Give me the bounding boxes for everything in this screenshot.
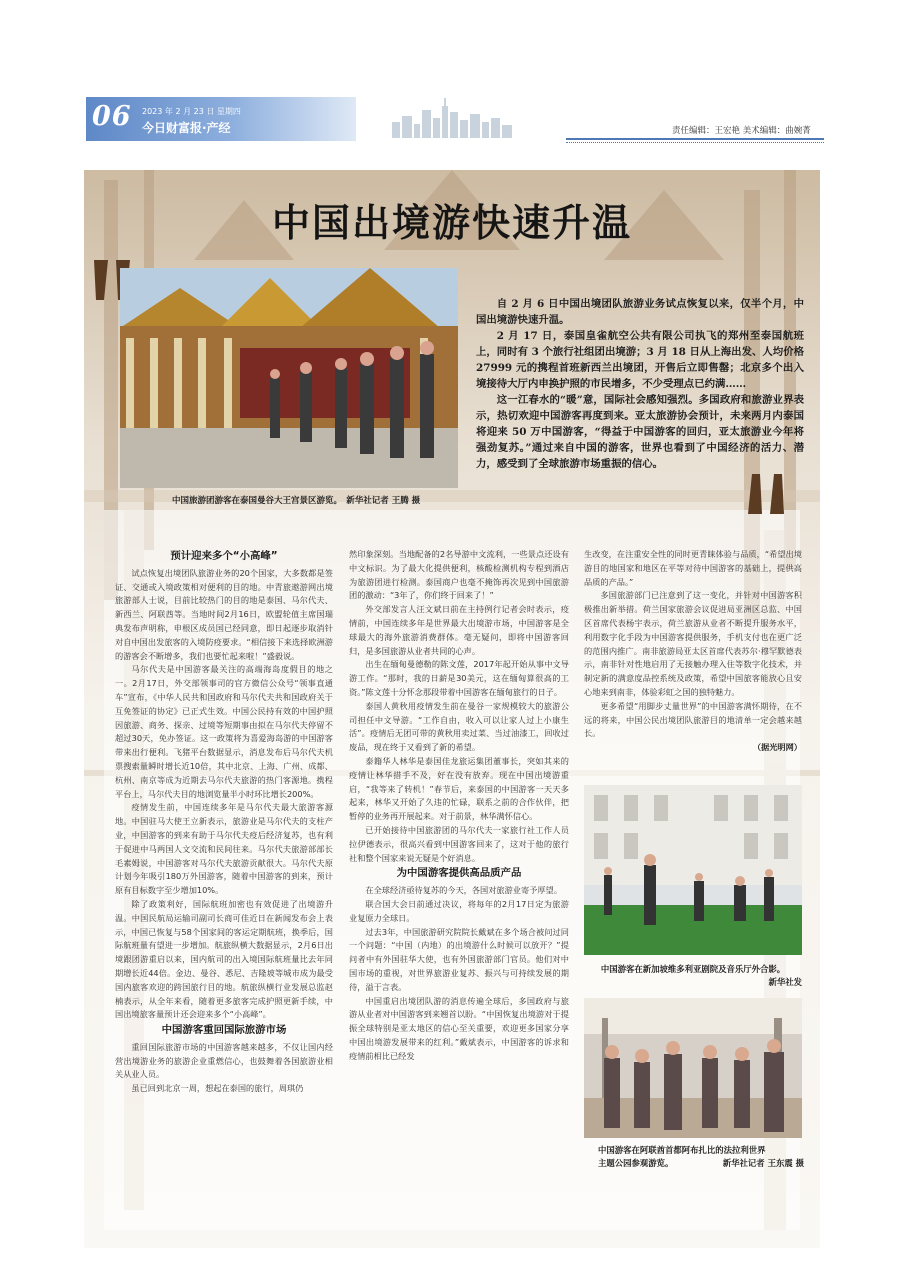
source-credit: （据光明网） (752, 742, 802, 753)
body-paragraph: 出生在缅甸曼德勒的陈文莲，2017年起开始从事中文导游工作。“那时，我的日薪是30美元，这在缅甸算很高的工资。”陈文莲十分怀念那段带着中国游客在缅甸旅行的日子。 (349, 659, 569, 697)
photo-caption-bot (598, 1144, 804, 1170)
intro-paragraph: 自 2 月 6 日中国出境团队旅游业务试点恢复以来，仅半个月，中国出境游快速升温。 (476, 298, 804, 326)
body-paragraph: 联合国大会日前通过决议，将每年的2月17日定为旅游业复原力全球日。 (349, 898, 569, 923)
photo-caption-top: 中国旅游团游客在泰国曼谷大王宫景区游览。 新华社记者 王腾 摄 (172, 496, 421, 506)
paper-name: 今日财富报·产经 (142, 121, 231, 135)
body-paragraph: 外交部发言人汪文斌日前在主持例行记者会时表示，疫情前，中国连续多年是世界最大出境游市场，中国游客是全球最大的海外旅游消费群体。毫无疑问，即将中国游客回归，是多国旅游从业者共同的心声。 (349, 604, 569, 656)
section-heading: 中国游客重回国际旅游市场 (161, 1024, 287, 1037)
intro-paragraph: 2 月 17 日，泰国皇雀航空公共有限公司执飞的郑州至泰国航班上，同时有 3 个旅行社组团出境游；3 月 18 日从上海出发、人均价格 27999 元的携程首班新西兰出境团，开售后立即售罄；北京多个出入境接待大厅内申换护照的市民增多，不少受理点已约满…… (476, 330, 804, 390)
body-paragraph: 马尔代夫是中国游客最关注的高端海岛度假目的地之一。2月17日，外交部领事司的官方微信公众号“领事直通车”宣布，《中华人民共和国政府和马尔代夫共和国政府关于互免签证的协定》已正式生效。中国公民持有效的中国护照因旅游、商务、探亲、过境等短期事由拟在马尔代夫停留不超过30天，免办签证。这一政策将为喜爱海岛游的中国游客带来出行便利。飞猪平台数据显示，消息发布后马尔代夫机票搜索量瞬时增长近10倍，其中北京、上海、广州、成都、杭州、南京等成为近期去马尔代夫旅游的热门客源地。携程平台上，马尔代夫目的地浏览量半小时环比增长200%。 (115, 664, 333, 799)
body-paragraph: 更多希望“用脚步丈量世界”的中国游客满怀期待，在不远的将来，中国公民出境团队旅游目的地清单一定会越来越长。 (584, 700, 802, 739)
body-paragraph: 已开始接待中国旅游团的马尔代夫一家旅行社工作人员拉伊德表示，很高兴看到中国游客回来了，这对于他的旅行社和整个国家来说无疑是个好消息。 (349, 824, 569, 863)
body-paragraph: 然印象深刻。当地配备的2名导游中文流利，一些景点还设有中文标识。为了最大化提供便利，核酸检测机构专程到酒店为旅游团进行检测。泰国商户也毫不掩饰再次见到中国旅游团的激动：“3年了，你们终于回来了！” (349, 549, 569, 601)
caption-credit: 新华社发 (768, 977, 802, 987)
body-paragraph: 生改变，在注重安全性的同时更青睐体验与品质，“希望出境游目的地国家和地区在平等对待中国游客的基础上，提供高品质的产品。” (584, 549, 802, 587)
text-column-1 (115, 548, 333, 1096)
issue-date: 2023 年 2 月 23 日 星期四 (142, 107, 241, 116)
caption-text: 中国游客在新加坡维多利亚剧院及音乐厅外合影。 (600, 964, 786, 974)
body-paragraph: 中国重启出境团队游的消息传遍全球后，多国政府与旅游从业者对中国游客到来翘首以盼。“中国恢复出境游对于提振全球特别是亚太地区的信心至关重要，欢迎更多国家分享中国出境游发展带来的红利。”戴斌表示，中国游客的诉求和疫情前相比已经发 (349, 995, 569, 1061)
text-column-2 (349, 548, 569, 1063)
body-paragraph: 泰国人黄秋用疫情发生前在曼谷一家规模较大的旅游公司担任中文导游。“工作自由，收入可以让家人过上小康生活”。疫情后无团可带的黄秋用卖过菜、当过油漆工，回收过废品，现在终于又看到了新的希望。 (349, 700, 569, 753)
body-paragraph: 疫情发生前，中国连续多年是马尔代夫最大旅游客源地。中国驻马大使王立新表示，旅游业是马尔代夫的支柱产业，中国游客的到来有助于马尔代夫疫后经济复苏，也有利于促进中马两国人文交流和民间往来。马尔代夫旅游部部长毛素姆说，中国游客对马尔代夫旅游贡献很大。马尔代夫原计划今年吸引180万外国游客，随着中国游客的到来，预计原有目标数字至少增加10%。 (115, 802, 333, 896)
body-paragraph: 除了政策利好，国际航班加密也有效促进了出境游升温。中国民航局运输司副司长商可佳近日在新闻发布会上表示，中国已恢复与58个国家间的客运定期航班，换季后，国际航班量有望进一步增加。航旅纵横大数据显示，2月6日出境跟团游重启以来，国内航司的出入境国际航班量比去年同期增长近44倍。金边、曼谷、悉尼、吉隆坡等城市成为最受国内旅客欢迎的跨国旅行目的地。航旅纵横行业发展总监赵楠表示，从全年来看，随着更多旅客完成护照更新手续，中国出境旅客量预计还会迎来多个“小高峰”。 (115, 898, 333, 1020)
article-intro (476, 296, 804, 472)
section-heading: 预计迎来多个“小高峰” (170, 550, 278, 562)
body-paragraph: 试点恢复出境团队旅游业务的20个国家，大多数都是签证、交通或入境政策相对便利的目的地。中青旅遨游网出境旅游部人士说，目前比较热门的目的地是泰国、马尔代夫、新西兰、阿联酋等。当地时间2月16日，欧盟轮值主席国瑞典发布声明称，申根区成员国已经同意，即日起逐步取消针对自中国出发旅客的入境防疫要求。“相信接下来选择欧洲游的游客会不断增多，我们也要忙起来啦！”盛毅说。 (115, 567, 333, 661)
header-rule (566, 138, 824, 143)
body-paragraph: 在全球经济亟待复苏的今天，各国对旅游业寄予厚望。 (365, 885, 562, 896)
photo-singapore-theatre (584, 785, 802, 955)
photo-grand-palace (120, 268, 458, 488)
article-title: 中国出境游快速升温 (271, 200, 632, 245)
photo-ferrari-world (584, 998, 802, 1138)
body-paragraph: 虽已回到北京一周，想起在泰国的旅行，周琪仍 (131, 1083, 304, 1094)
page-number: 06 (92, 101, 132, 132)
body-paragraph: 重回国际旅游市场的中国游客越来越多，不仅让国内经营出境游业务的旅游企业重燃信心，也鼓舞着各国旅游业相关从业人员。 (115, 1041, 333, 1080)
city-skyline-icon (388, 92, 518, 138)
closing-quote-icon (742, 472, 788, 518)
caption-text: 中国游客在阿联酋首都阿布扎比的法拉利世界 (598, 1145, 766, 1155)
photo-caption-mid (584, 963, 802, 989)
body-paragraph: 过去3年，中国旅游研究院院长戴斌在多个场合被问过同一个问题：“中国（内地）的出境游什么时候可以放开？”提问者中有外国驻华大使，也有外国旅游部门官员。他们对中国市场的重视，对世界旅游业复苏、振兴与可持续发展的期待，溢于言表。 (349, 926, 569, 992)
text-column-3 (584, 548, 802, 755)
caption-credit: 新华社记者 王东震 摄 (722, 1158, 804, 1168)
section-heading: 为中国游客提供高品质产品 (396, 867, 522, 880)
caption-text: 主题公园参观游览。 (598, 1158, 674, 1168)
editors-credit: 责任编辑：王宏艳 美术编辑：曲婉菁 (672, 126, 811, 136)
body-paragraph: 泰籍华人林华是泰国佳龙旅运集团董事长，突如其来的疫情让林华措手不及，好在没有放弃。现在中国出境游重启，“我等来了转机！”春节后，来泰国的中国游客一天天多起来，林华又开始了久违的忙碌，联系之前的合作伙伴，把暂停的业务再开展起来。对于前景，林华满怀信心。 (349, 755, 569, 822)
intro-paragraph: 这一江春水的“暖”意，国际社会感知强烈。多国政府和旅游业界表示，热切欢迎中国游客再度到来。亚太旅游协会预计，未来两月内泰国将迎来 50 万中国游客，“得益于中国游客的回归，亚太旅游业今年将强劲复苏。”通过来自中国的游客，世界也看到了中国经济的活力、潜力，感受到了全球旅游市场重振的信心。 (476, 394, 804, 470)
body-paragraph: 多国旅游部门已注意到了这一变化，并针对中国游客积极推出新举措。荷兰国家旅游会议促进局亚洲区总监、中国区首席代表杨宇表示，荷兰旅游从业者不断提升服务水平，利用数字化手段为中国游客提供服务，手机支付也在更广泛的范围内推广。南非旅游局亚太区首席代表苏尔·穆罕默德表示，南非针对性地启用了无接触办理入住等数字化技术，并制定新的满意度品控系统及政策，希望中国旅客能放心且安心地来到南非，体验彩虹之国的独特魅力。 (584, 590, 802, 697)
